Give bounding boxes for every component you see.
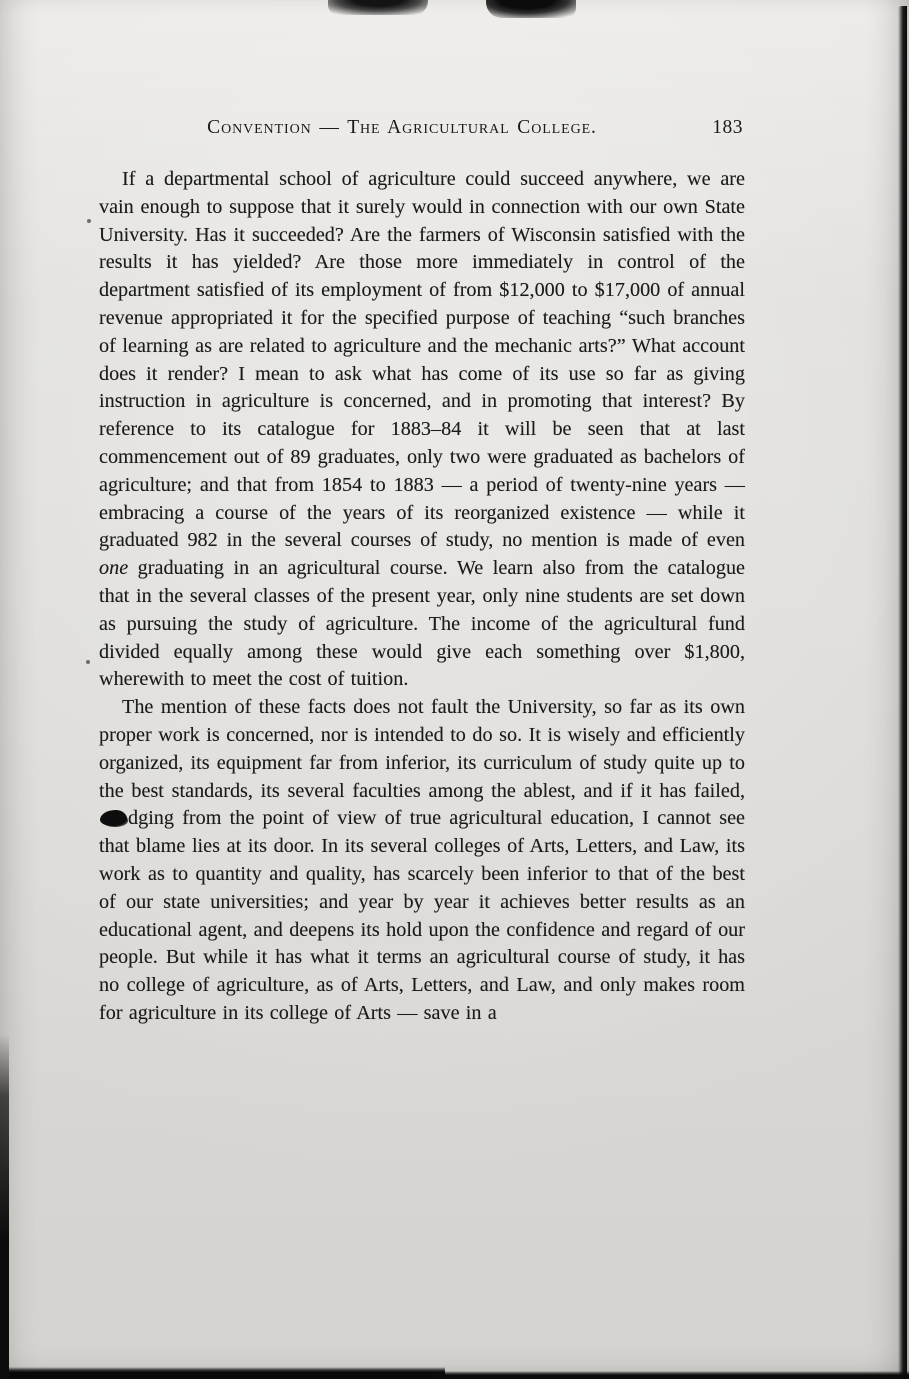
running-title: Convention — The Agricultural College. — [207, 117, 597, 138]
ink-blot-artifact — [100, 810, 127, 826]
scan-artifact-right-edge — [898, 6, 907, 1379]
paragraph-1 — [99, 166, 745, 694]
text-segment: graduating in an agricultural course. We learn also from the catalogue that in the several classes of the present year, only nine students are set down as pursuing the study of agriculture. The income of the agricultural fund divided equally among these would give each something over $1,800, wherewith to meet the cost of tuition. — [99, 557, 745, 691]
page-number: 183 — [712, 117, 743, 138]
scan-artifact-top-smudge-left — [328, 0, 428, 15]
page-body — [99, 166, 745, 1028]
text-segment: dging from the point of view of true agricultural education, I cannot see that blame lies at its door. In its several colleges of Arts, Letters, and Law, its work as to quantity and quality, has scarcely been inferior to that of the best of our state universities; and year by year it achieves better results as an educational agent, and deepens its hold upon the confidence and regard of our people. But while it has what it terms an agricultural course of study, it has no college of agriculture, as of Arts, Letters, and Law, and only makes room for agriculture in its college of Arts — save in a — [99, 807, 745, 1024]
paragraph-2 — [99, 694, 745, 1028]
page-content — [99, 117, 745, 1028]
scan-artifact-top-smudge-right — [486, 0, 576, 18]
scan-artifact-left-edge — [0, 1034, 9, 1379]
text-segment: The mention of these facts does not fault the University, so far as its own proper work is concerned, nor is intended to do so. It is wisely and efficiently organized, its equipment far from inferior, its curriculum of study quite up to the best standards, its several faculties among the ablest, and if it has failed, — [99, 696, 745, 802]
italic-word: one — [99, 557, 129, 580]
scan-artifact-margin-speck — [86, 660, 90, 664]
page-header — [99, 117, 745, 143]
text-segment: If a departmental school of agriculture could succeed anywhere, we are vain enough to suppose that it surely would in connection with our own State University. Has it succeeded? Are the farmers of Wisconsin satisfied with the results it has yielded? Are those more immediately in control of the department satisfied of its employment of from $12,000 to $17,000 of annual revenue appropriated it for the specified purpose of teaching “such branches of learning as are related to agriculture and the mechanic arts?” What account does it render? I mean to ask what has come of its use so far as giving instruction in agriculture is concerned, and in promoting that interest? By reference to its catalogue for 1883–84 it will be seen that at last commencement out of 89 graduates, only two were graduated as bachelors of agriculture; and that from 1854 to 1883 — a period of twenty-nine years — embracing a course of the years of its reorganized existence — while it graduated 982 in the several courses of study, no mention is made of even — [99, 168, 745, 552]
scan-artifact-bottom-edge-left — [0, 1367, 445, 1379]
scan-artifact-bottom-edge-right — [430, 1371, 909, 1379]
scan-artifact-margin-speck — [87, 219, 91, 223]
